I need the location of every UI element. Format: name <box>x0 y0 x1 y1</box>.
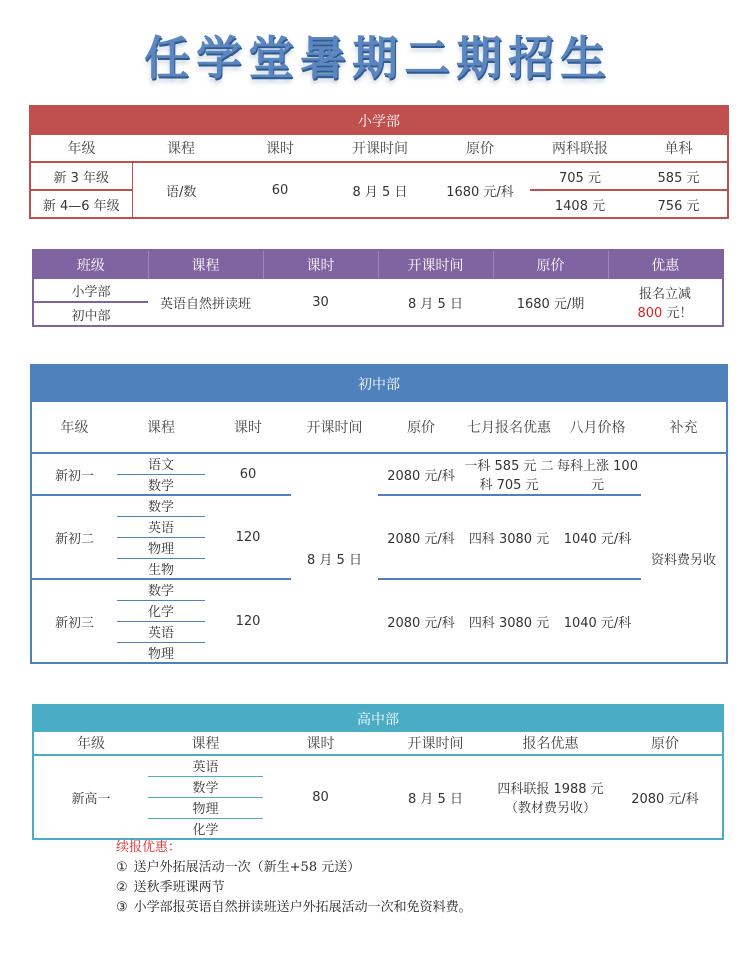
table-row <box>33 279 723 302</box>
combo-price-cell: 1408 元 <box>554 198 606 214</box>
subject-cell: 物理 <box>148 797 263 818</box>
column-header: 课时 <box>205 402 291 453</box>
note-mark: ① <box>116 860 128 875</box>
table-row <box>31 579 727 600</box>
column-header: 原价 <box>430 135 530 162</box>
start-date-cell: 8 月 5 日 <box>408 791 463 807</box>
class-cell: 初中部 <box>71 308 111 324</box>
subject-cell: 化学 <box>192 822 219 838</box>
column-header: 七月报名优惠 <box>464 402 554 453</box>
grade-cell: 新初一 <box>31 453 117 495</box>
subject-cell: 英语 <box>117 516 205 537</box>
column-header: 优惠 <box>608 250 723 279</box>
start-date-cell: 8 月 5 日 <box>352 184 408 200</box>
note-item <box>116 878 478 898</box>
column-header: 开课时间 <box>378 732 493 755</box>
grade-cell: 新 4—6 年级 <box>30 190 132 218</box>
discount-line <box>608 302 722 321</box>
renewal-notes <box>116 838 478 918</box>
column-header: 课程 <box>148 732 263 755</box>
hours-cell: 30 <box>312 294 329 310</box>
subject-cell: 数学 <box>117 495 205 516</box>
single-price-cell: 585 元 <box>630 162 728 190</box>
note-item <box>116 858 478 878</box>
column-header: 原价 <box>378 402 464 453</box>
start-date-cell: 8 月 5 日 <box>307 552 362 568</box>
hours-cell: 60 <box>205 453 291 495</box>
column-header: 原价 <box>608 732 723 755</box>
table-row <box>30 162 728 190</box>
august-price-cell: 1040 元/科 <box>554 495 641 579</box>
column-header: 班级 <box>33 250 148 279</box>
subject-cell: 英语 <box>117 621 205 642</box>
start-date-cell: 8 月 5 日 <box>408 296 463 312</box>
column-header: 两科联报 <box>530 135 630 162</box>
section-header: 小学部 <box>30 106 728 135</box>
offer-text: 四科联报 1988 元 <box>497 782 604 797</box>
phonics-table <box>32 249 724 327</box>
column-header: 课程 <box>148 250 263 279</box>
subject-cell: 物理 <box>147 646 174 662</box>
note-mark: ③ <box>116 900 128 915</box>
price-cell: 2080 元/科 <box>378 495 464 579</box>
course-cell: 英语自然拼读班 <box>159 296 251 312</box>
note-text: 送户外拓展活动一次（新生+58 元送） <box>133 860 361 875</box>
subject-cell: 数学 <box>117 579 205 600</box>
section-header: 高中部 <box>33 705 723 732</box>
grade-cell: 新 3 年级 <box>30 162 132 190</box>
note-item <box>116 898 478 918</box>
subject-cell: 数学 <box>148 776 263 797</box>
high-school-table <box>32 704 724 840</box>
subject-cell: 数学 <box>117 474 205 495</box>
section-header: 初中部 <box>31 365 727 402</box>
notes-title: 续报优惠： <box>116 840 182 855</box>
note-mark: ② <box>116 880 128 895</box>
combo-price-cell: 705 元 <box>530 162 630 190</box>
subject-cell: 生物 <box>117 558 205 579</box>
table-row <box>33 755 723 776</box>
column-header: 开课时间 <box>291 402 378 453</box>
offer-cell <box>493 755 608 839</box>
column-header: 八月价格 <box>554 402 641 453</box>
july-offer-cell: 四科 3080 元 <box>468 615 550 631</box>
middle-school-table <box>30 364 728 664</box>
column-header: 年级 <box>31 402 117 453</box>
discount-amount: 800 <box>637 306 663 321</box>
grade-cell: 新高一 <box>71 791 111 807</box>
august-price-cell: 1040 元/科 <box>563 615 632 631</box>
course-cell: 语/数 <box>166 184 197 200</box>
column-header: 课程 <box>132 135 230 162</box>
grade-cell: 新初二 <box>31 495 117 579</box>
price-cell: 1680 元/期 <box>516 296 585 312</box>
column-header: 课时 <box>263 732 378 755</box>
discount-unit: 元！ <box>662 306 693 321</box>
hours-cell: 120 <box>235 613 261 629</box>
subject-cell: 化学 <box>117 600 205 621</box>
subject-cell: 语文 <box>117 453 205 474</box>
column-header: 开课时间 <box>330 135 430 162</box>
subject-cell: 物理 <box>117 537 205 558</box>
subject-cell: 英语 <box>148 755 263 776</box>
supplement-cell: 资料费另收 <box>650 552 716 568</box>
single-price-cell: 756 元 <box>657 198 700 214</box>
discount-text: 报名立减 <box>638 287 691 302</box>
primary-school-table <box>29 105 729 219</box>
column-header: 原价 <box>493 250 608 279</box>
column-header: 年级 <box>33 732 148 755</box>
column-header: 课时 <box>230 135 330 162</box>
price-cell: 2080 元/科 <box>387 615 455 631</box>
july-offer-cell: 四科 3080 元 <box>464 495 554 579</box>
august-price-cell: 每科上涨 100 元 <box>554 453 641 495</box>
july-offer-cell: 一科 585 元 二科 705 元 <box>464 453 554 495</box>
column-header: 课时 <box>263 250 378 279</box>
grade-cell: 新初三 <box>54 615 94 631</box>
price-cell: 2080 元/科 <box>378 453 464 495</box>
column-header: 年级 <box>30 135 132 162</box>
table-row <box>31 453 727 474</box>
column-header: 补充 <box>641 402 727 453</box>
price-cell: 1680 元/科 <box>446 184 514 200</box>
discount-cell <box>608 279 723 326</box>
note-text: 小学部报英语自然拼读班送户外拓展活动一次和免资料费。 <box>133 900 472 915</box>
note-text: 送秋季班课两节 <box>133 880 225 895</box>
table-row <box>31 495 727 516</box>
column-header: 课程 <box>117 402 205 453</box>
column-header: 单科 <box>630 135 728 162</box>
hours-cell: 80 <box>312 789 329 805</box>
price-cell: 2080 元/科 <box>631 791 699 807</box>
column-header: 开课时间 <box>378 250 493 279</box>
class-cell: 小学部 <box>33 279 148 302</box>
column-header: 报名优惠 <box>493 732 608 755</box>
offer-note: （教材费另收） <box>504 801 596 816</box>
hours-cell: 60 <box>271 182 289 198</box>
hours-cell: 120 <box>205 495 291 579</box>
page-title: 任学堂暑期二期招生 <box>144 31 612 85</box>
